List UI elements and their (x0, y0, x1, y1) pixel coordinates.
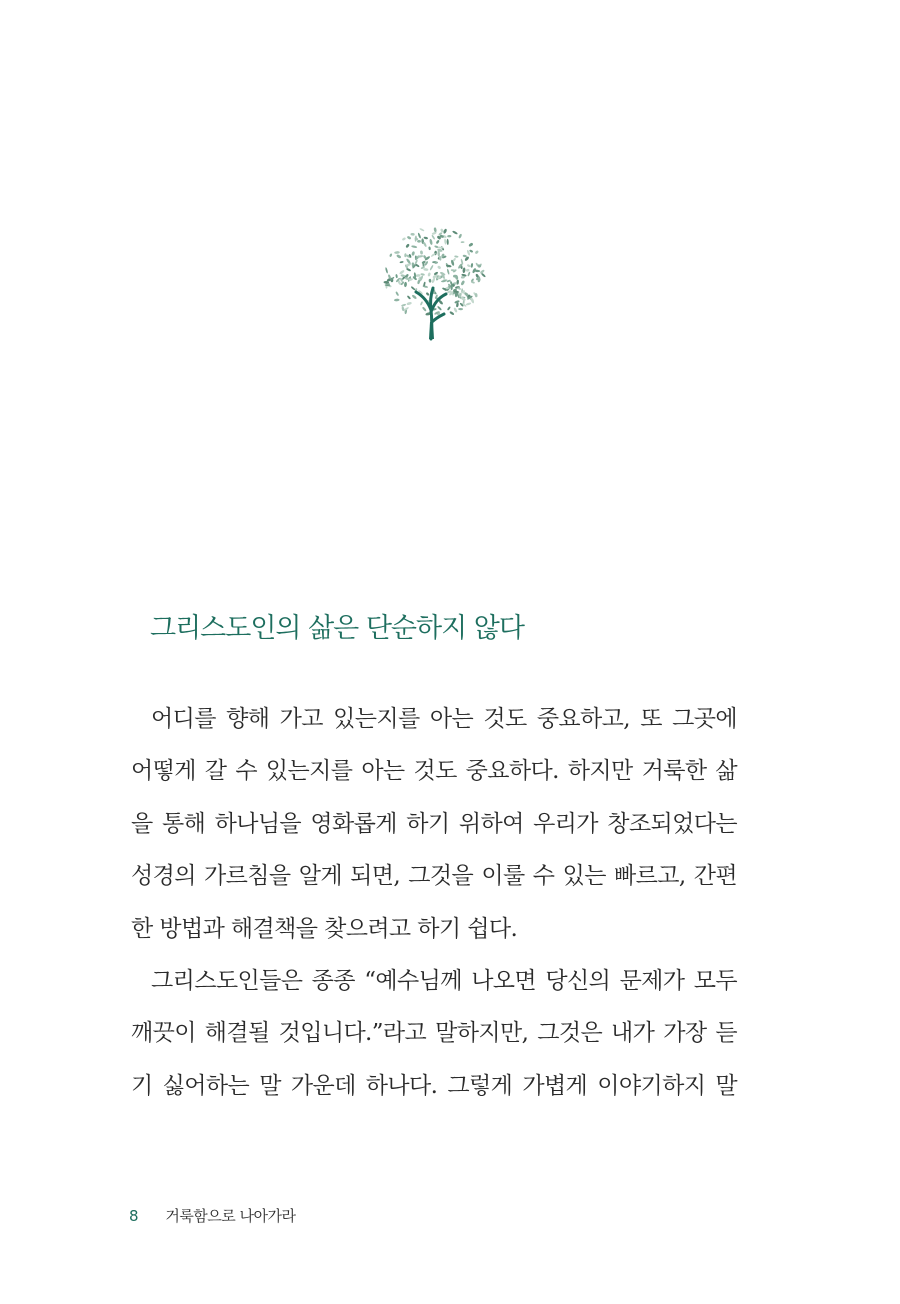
leaf (466, 269, 470, 272)
leaf (407, 295, 411, 300)
body-line: 어디를 향해 가고 있는지를 아는 것도 중요하고, 또 그곳에 (151, 706, 737, 732)
leaf (428, 279, 431, 283)
leaf (394, 299, 400, 302)
leaf (405, 243, 410, 248)
body-line: 깨끗이 해결될 것입니다.”라고 말하지만, 그것은 내가 가장 듣 (131, 1020, 737, 1047)
leaf (411, 286, 416, 291)
leaf (415, 274, 420, 277)
leaf (462, 267, 465, 273)
leaf (399, 269, 405, 275)
leaf (411, 245, 417, 248)
leaf (453, 307, 458, 313)
leaf (458, 308, 463, 310)
leaf (444, 238, 447, 244)
leaf (470, 263, 473, 268)
leaf (420, 250, 423, 254)
leaf (417, 232, 421, 238)
leaf (452, 230, 458, 235)
leaf (404, 253, 406, 257)
leaf (443, 228, 448, 234)
leaf (450, 284, 452, 290)
leaf (404, 282, 407, 287)
body-line: 기 싫어하는 말 가운데 하나다. 그렇게 가볍게 이야기하지 말 (131, 1072, 737, 1099)
leaf (437, 306, 442, 311)
leaf (401, 303, 406, 307)
leaf (429, 265, 434, 271)
leaf (431, 235, 435, 240)
page-footer (129, 1205, 296, 1226)
tree-icon (376, 222, 492, 342)
leaf (420, 273, 425, 276)
leaf (402, 237, 406, 241)
leaf (407, 236, 412, 240)
leaf (467, 271, 470, 276)
leaf (423, 236, 428, 239)
leaf (454, 255, 458, 258)
leaf (385, 267, 388, 274)
leaf (428, 246, 431, 250)
leaf (419, 228, 424, 232)
leaf (406, 268, 411, 272)
leaf (447, 235, 451, 238)
leaf (447, 269, 450, 275)
leaf (423, 268, 428, 271)
leaf (449, 311, 454, 316)
body-text (131, 693, 737, 1112)
leaf (447, 306, 451, 311)
leaf (395, 291, 399, 296)
leaf (406, 301, 412, 305)
leaf (463, 254, 468, 257)
leaf (427, 272, 431, 277)
body-line: 한 방법과 해결책을 찾으려고 하기 쉽다. (131, 915, 518, 942)
leaf (458, 233, 462, 238)
chapter-title: 그리스도인의 삶은 단순하지 않다 (150, 613, 524, 644)
leaf (422, 306, 427, 311)
leaf (414, 235, 417, 241)
leaf (475, 250, 480, 255)
book-title: 거룩함으로 나아가라 (165, 1207, 296, 1225)
leaf (410, 233, 414, 236)
leaf (411, 251, 415, 256)
leaf (395, 274, 398, 278)
body-line: 을 통해 하나님을 영화롭게 하기 위하여 우리가 창조되었다는 (131, 810, 737, 837)
leaf (406, 258, 412, 264)
leaf (466, 302, 472, 306)
leaf (431, 231, 436, 235)
page-number: 8 (129, 1207, 139, 1225)
leaf (396, 254, 402, 259)
body-line: 그리스도인들은 종종 “예수님께 나오면 당신의 문제가 모두 (151, 967, 737, 994)
body-line: 어떻게 갈 수 있는지를 아는 것도 중요하다. 하지만 거룩한 삶 (131, 758, 737, 785)
leaf (394, 251, 400, 254)
leaf (460, 280, 465, 286)
leaf (429, 239, 433, 246)
leaf (411, 294, 417, 299)
leaf (461, 241, 465, 243)
leaf (440, 228, 444, 233)
leaf (469, 249, 473, 253)
leaf (389, 253, 392, 257)
body-line: 성경의 가르침을 알게 되면, 그것을 이룰 수 있는 빠르고, 간편 (131, 863, 737, 890)
leaf (431, 277, 436, 283)
leaf (422, 285, 428, 288)
leaf (437, 265, 442, 270)
leaf (468, 242, 473, 247)
leaf (434, 245, 439, 248)
leaf (447, 239, 449, 245)
leaf (433, 227, 436, 232)
leaf (436, 239, 440, 244)
leaf (467, 264, 471, 268)
leaf (426, 292, 430, 296)
leaf (417, 240, 421, 243)
leaf (399, 261, 403, 264)
leaf (420, 301, 423, 306)
